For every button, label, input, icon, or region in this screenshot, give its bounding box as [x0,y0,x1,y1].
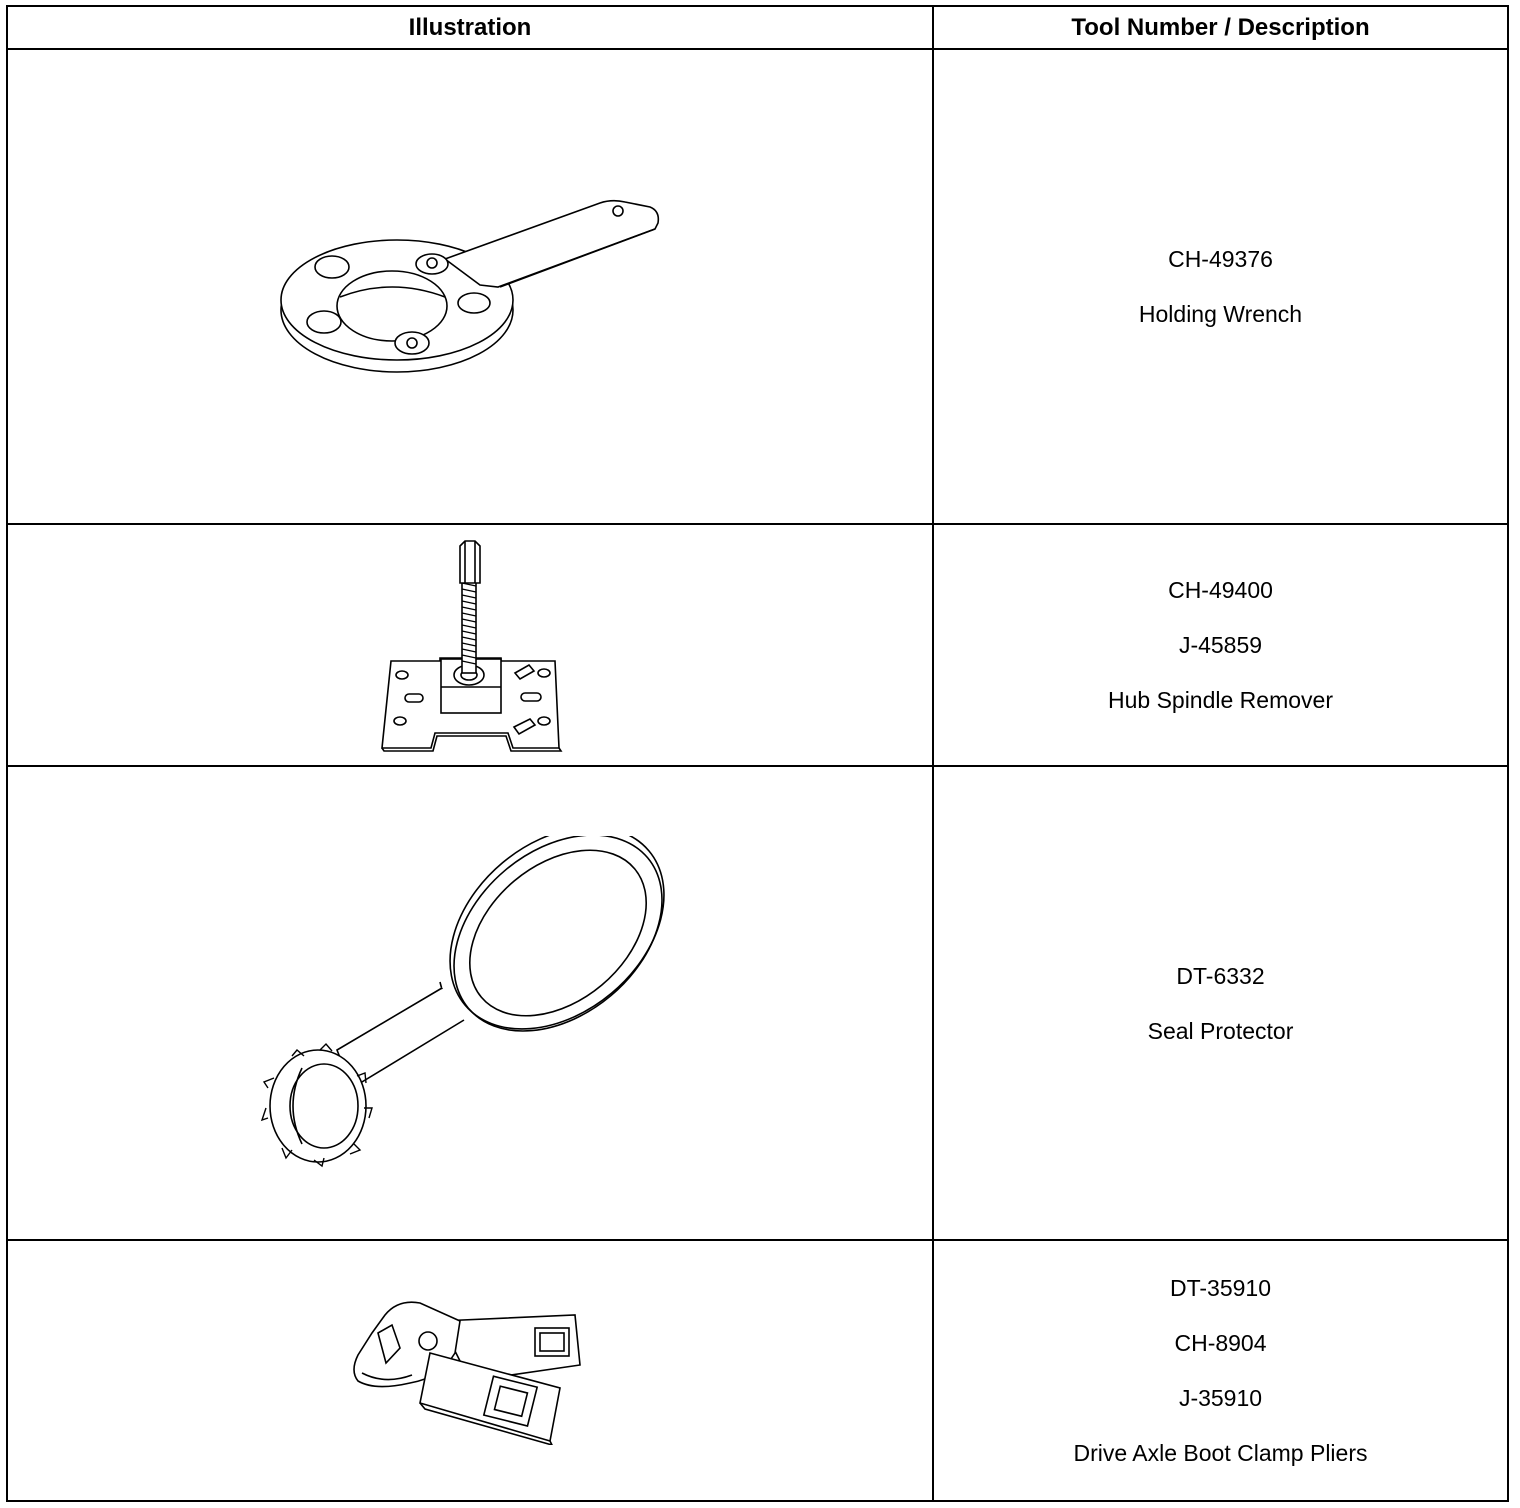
description-cell [933,49,1508,524]
tool-number: CH-8904 [1174,1329,1267,1356]
illustration-cell [7,1240,933,1501]
description-cell [933,766,1508,1239]
table-row [7,1240,1508,1501]
description-cell [933,524,1508,766]
illustration-cell [7,524,933,766]
tool-number: CH-49400 [1168,577,1273,604]
tool-number: J-35910 [1178,1384,1263,1411]
header-tool-number-description: Tool Number / Description [933,6,1508,49]
description-cell [933,1240,1508,1501]
illustration-cell [7,49,933,524]
seal-protector-icon [260,836,680,1171]
tool-description: Seal Protector [1147,1017,1294,1044]
hub-spindle-remover-icon [375,538,565,753]
table-row [7,524,1508,766]
holding-wrench-icon [270,192,670,382]
tool-number: DT-6332 [1176,962,1265,989]
header-row [7,6,1508,49]
header-illustration: Illustration [7,6,933,49]
tool-description: Drive Axle Boot Clamp Pliers [1073,1439,1368,1466]
table-row [7,766,1508,1239]
boot-clamp-pliers-icon [350,1295,590,1445]
tool-number: J-45859 [1178,632,1263,659]
tool-number: CH-49376 [1168,246,1273,273]
special-tools-table [6,5,1509,1502]
table-row [7,49,1508,524]
tool-description: Hub Spindle Remover [1107,687,1333,714]
illustration-cell [7,766,933,1239]
tool-description: Holding Wrench [1138,301,1303,328]
tool-number: DT-35910 [1169,1274,1271,1301]
